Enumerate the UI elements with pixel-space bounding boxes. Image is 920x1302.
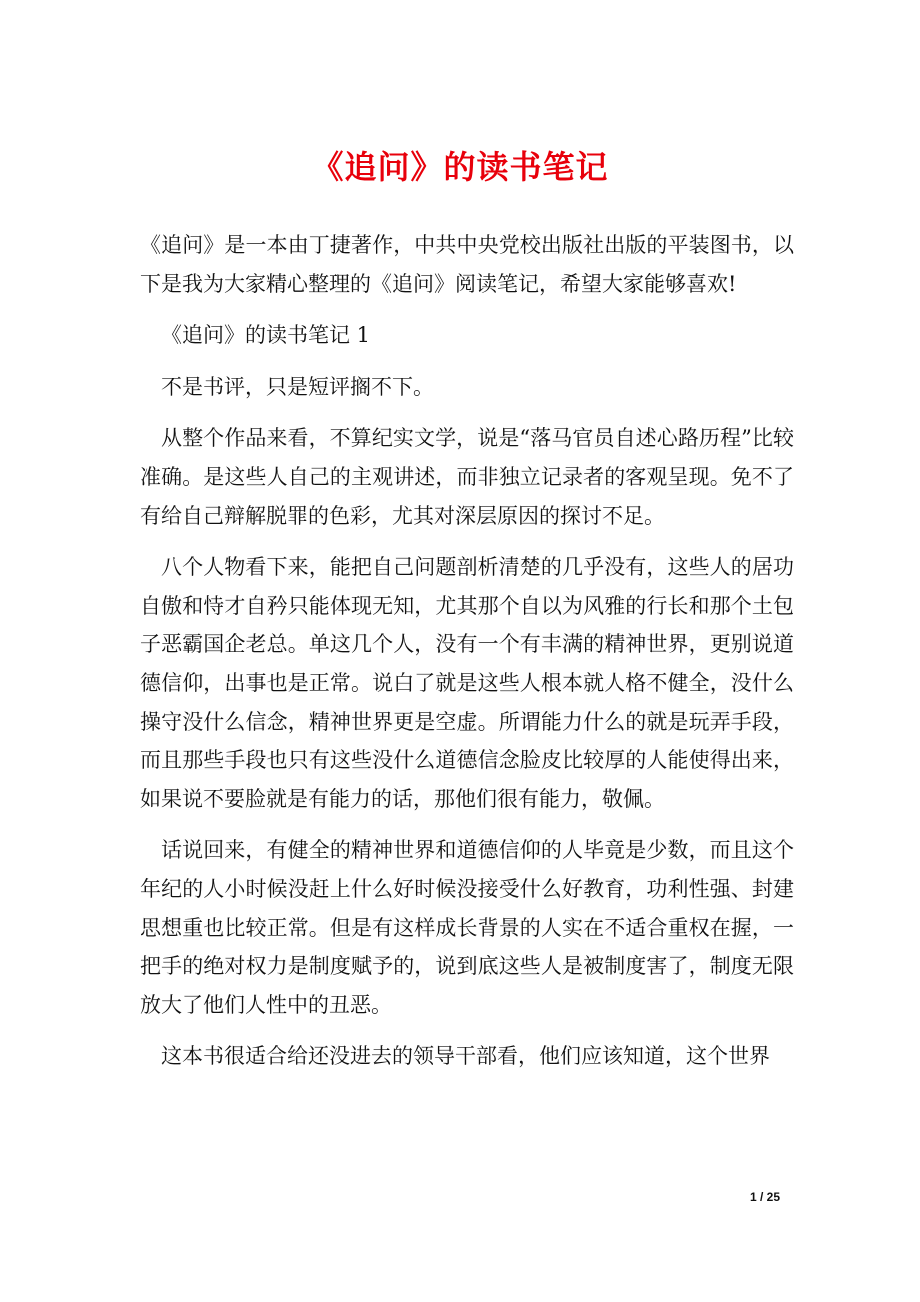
- body-paragraph: 话说回来，有健全的精神世界和道德信仰的人毕竟是少数，而且这个年纪的人小时候没赶上什么好时候没接受什么好教育，功利性强、封建思想重也比较正常。但是有这样成长背景的人实在不适合重权在握，一把手的绝对权力是制度赋予的，说到底这些人是被制度害了，制度无限放大了他们人性中的丑恶。: [140, 838, 794, 1017]
- body-paragraph: 从整个作品来看，不算纪实文学，说是“落马官员自述心路历程”比较准确。是这些人自己的主观讲述，而非独立记录者的客观呈现。免不了有给自己辩解脱罪的色彩，尤其对深层原因的探讨不足。: [140, 426, 794, 528]
- intro-paragraph: 《追问》是一本由丁捷著作，中共中央党校出版社出版的平装图书，以下是我为大家精心整理的《追问》阅读笔记，希望大家能够喜欢!: [140, 233, 794, 296]
- section-heading: 《追问》的读书笔记 1: [161, 323, 371, 348]
- page-number: 1 / 25: [749, 1190, 780, 1204]
- body-paragraph: 不是书评，只是短评搁不下。: [161, 374, 434, 399]
- document-title: 《追问》的读书笔记: [311, 148, 609, 186]
- body-paragraph: 八个人物看下来，能把自己问题剖析清楚的几乎没有，这些人的居功自傲和恃才自矜只能体现无知，尤其那个自以为风雅的行长和那个土包子恶霸国企老总。单这几个人，没有一个有丰满的精神世界，更别说道德信仰，出事也是正常。说白了就是这些人根本就人格不健全，没什么操守没什么信念，精神世界更是空虚。所谓能力什么的就是玩弄手段，而且那些手段也只有这些没什么道德信念脸皮比较厚的人能使得出来，如果说不要脸就是有能力的话，那他们很有能力，敬佩。: [140, 555, 794, 811]
- body-paragraph: 这本书很适合给还没进去的领导干部看，他们应该知道，这个世界: [161, 1044, 770, 1069]
- document-body: [140, 226, 794, 1089]
